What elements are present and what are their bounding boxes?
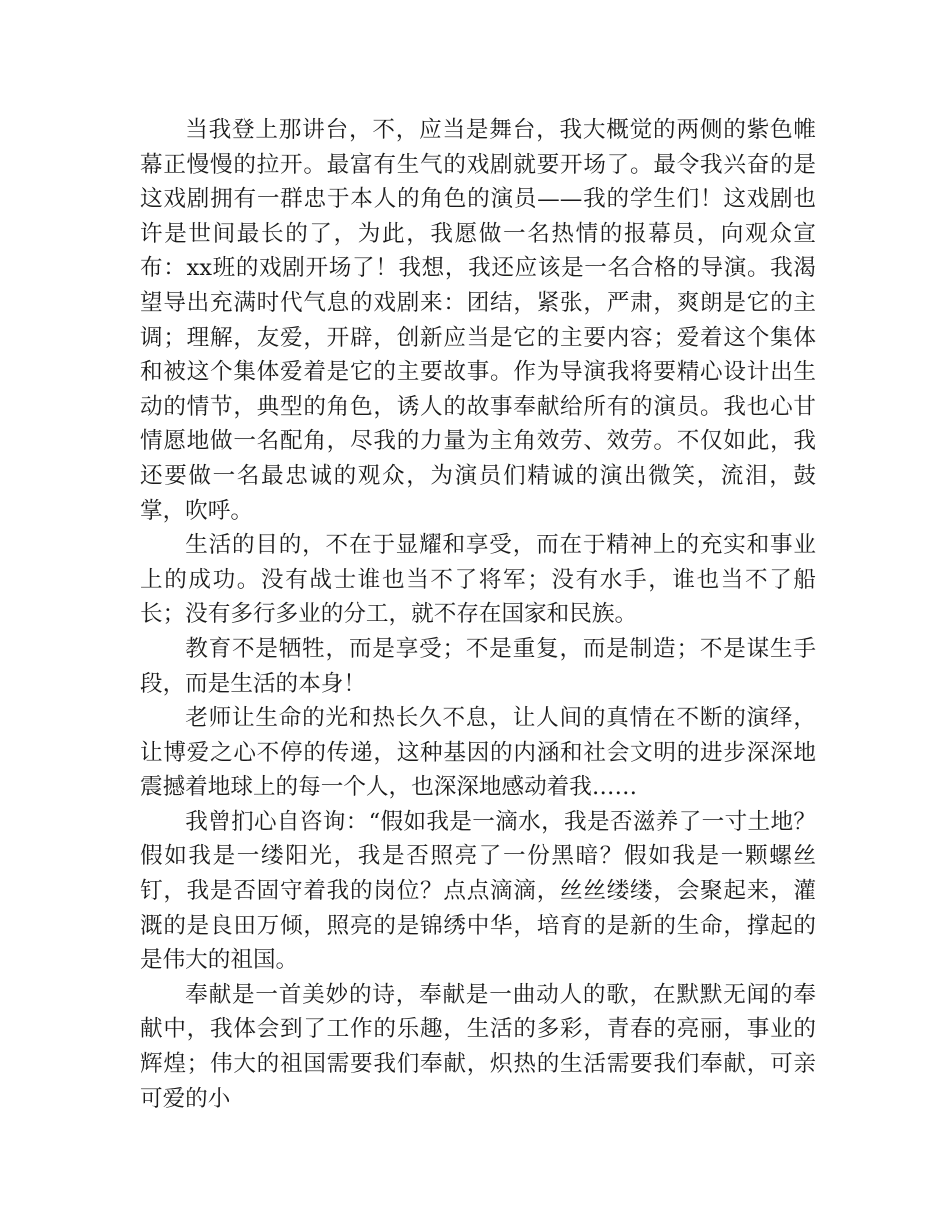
- paragraph: 老师让生命的光和热长久不息，让人间的真情在不断的演绎，让博爱之心不停的传递，这种基因的内涵和社会文明的进步深深地震撼着地球上的每一个人，也深深地感动着我……: [140, 705, 816, 801]
- paragraph: 奉献是一首美妙的诗，奉献是一曲动人的歌，在默默无闻的奉献中，我体会到了工作的乐趣，生活的多彩，青春的亮丽，事业的辉煌；伟大的祖国需要我们奉献，炽热的生活需要我们奉献，可亲可爱的小: [140, 981, 816, 1112]
- paragraph: 我曾扪心自咨询：“假如我是一滴水，我是否滋养了一寸土地？假如我是一缕阳光，我是否照亮了一份黑暗？假如我是一颗螺丝钉，我是否固守着我的岗位？点点滴滴，丝丝缕缕，会聚起来，灌溉的是良田万倾，照亮的是锦绣中华，培育的是新的生命，撑起的是伟大的祖国。: [140, 808, 816, 974]
- paragraph: 生活的目的，不在于显耀和享受，而在于精神上的充实和事业上的成功。没有战士谁也当不了将军；没有水手，谁也当不了船长；没有多行多业的分工，就不存在国家和民族。: [140, 532, 816, 628]
- paragraph: 当我登上那讲台，不，应当是舞台，我大概觉的两侧的紫色帷幕正慢慢的拉开。最富有生气的戏剧就要开场了。最令我兴奋的是这戏剧拥有一群忠于本人的角色的演员——我的学生们！这戏剧也许是世间最长的了，为此，我愿做一名热情的报幕员，向观众宣布：xx班的戏剧开场了！我想，我还应该是一名合格的导演。我渴望导出充满时代气息的戏剧来：团结，紧张，严肃，爽朗是它的主调；理解，友爱，开辟，创新应当是它的主要内容；爱着这个集体和被这个集体爱着是它的主要故事。作为导演我将要精心设计出生动的情节，典型的角色，诱人的故事奉献给所有的演员。我也心甘情愿地做一名配角，尽我的力量为主角效劳、效劳。不仅如此，我还要做一名最忠诚的观众，为演员们精诚的演出微笑，流泪，鼓掌，吹呼。: [140, 117, 816, 524]
- paragraph: 教育不是牺牲，而是享受；不是重复，而是制造；不是谋生手段，而是生活的本身！: [140, 635, 816, 697]
- document-page: [140, 113, 816, 1116]
